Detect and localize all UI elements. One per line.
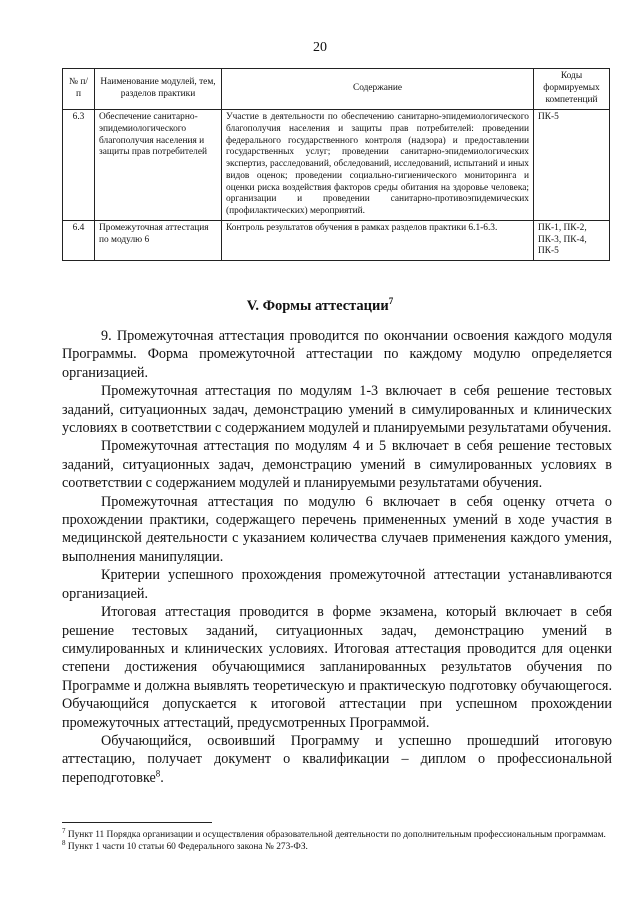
section-title-text: V. Формы аттестации [246,297,389,314]
header-codes: Коды формируемых компетенций [534,69,610,110]
paragraph: Промежуточная аттестация по модулям 4 и 5 включает в себя решение тестовых заданий, ситуационных задач, демонстрацию умений в симулированных условиях в соответствии с содержанием модулей и планируемыми результатами обучения. [62,438,612,492]
paragraph-end: . [160,769,164,786]
paragraph: Промежуточная аттестация по модулям 1-3 включает в себя решение тестовых заданий, ситуационных задач, демонстрацию умений в симулированных и клинических условиях в соответствии с содержанием модулей и планируемыми результатами обучения. [62,383,612,437]
paragraph: Критерии успешного прохождения промежуточной аттестации устанавливаются организацией. [62,567,612,602]
footnote-text: Пункт 11 Порядка организации и осуществления образовательной деятельности по дополнительным профессиональным программам. [65,830,606,840]
page-number: 20 [313,40,327,55]
table-header-row [63,69,610,110]
paragraph-text: Обучающийся, освоивший Программу и успешно прошедший итоговую аттестацию, получает документ о квалификации – диплом о профессиональной переподготовке [62,732,612,786]
row-codes: ПК-5 [534,110,610,221]
footnote-ref: 8 [155,768,161,779]
footnote-number: 7 [62,826,66,835]
paragraph: 9. Промежуточная аттестация проводится по окончании освоения каждого модуля Программы. Форма промежуточной аттестации по каждому модулю определяется организацией. [62,328,612,381]
row-num: 6.3 [63,110,95,221]
row-name: Промежуточная аттестация по модулю 6 [95,220,222,260]
header-num: № п/п [63,69,95,110]
footnote [62,838,610,853]
section-title [0,296,640,315]
footnote-text: Пункт 1 части 10 статьи 60 Федерального закона № 273-ФЗ. [65,842,308,852]
footnote-divider [62,822,212,823]
footnote-ref: 7 [388,296,394,306]
paragraph [62,732,612,787]
row-codes: ПК-1, ПК-2, ПК-3, ПК-4, ПК-5 [534,220,610,260]
row-name: Обеспечение санитарно-эпидемиологического благополучия населения и защиты прав потребителей [95,110,222,221]
row-content: Контроль результатов обучения в рамках разделов практики 6.1-6.3. [222,220,534,260]
paragraph: Итоговая аттестация проводится в форме экзамена, который включает в себя решение тестовых заданий, ситуационных задач, демонстрацию умений в симулированных и клинических условиях. Итоговая аттестация проводится для оценки степени достижения обучающимися запланированных результатов обучения по Программе и должна выявлять теоретическую и практическую подготовку обучающегося. Обучающийся допускается к итоговой аттестации при успешном прохождении промежуточных аттестаций, предусмотренных Программой. [62,604,612,731]
table-row [63,220,610,260]
footnote [62,826,610,841]
practice-content-table [62,68,610,261]
row-num: 6.4 [63,220,95,260]
footnotes [62,826,610,853]
body-text [62,327,612,787]
paragraph: Промежуточная аттестация по модулю 6 включает в себя оценку отчета о прохождении практики, содержащего перечень примененных умений в ходе участия в медицинской деятельности с указанием количества случаев применения каждого умения, выполнения манипуляции. [62,493,612,565]
table-row [63,110,610,221]
row-content: Участие в деятельности по обеспечению санитарно-эпидемиологического благополучия населения и защиты прав потребителей: проведении федерального государственного контроля (надзора) и предоставлении государственных услуг; проведении санитарно-эпидемиологических экспертиз, расследований, обследований, исследований, испытаний и иных видов оценок; проведении социально-гигиенического мониторинга и оценки риска воздействия факторов среды обитания на здоровье человека; организации и проведении санитарно-противоэпидемических (профилактических) мероприятий. [222,110,534,221]
footnote-number: 8 [62,838,66,847]
header-name: Наименование модулей, тем, разделов практики [95,69,222,110]
header-content: Содержание [222,69,534,110]
